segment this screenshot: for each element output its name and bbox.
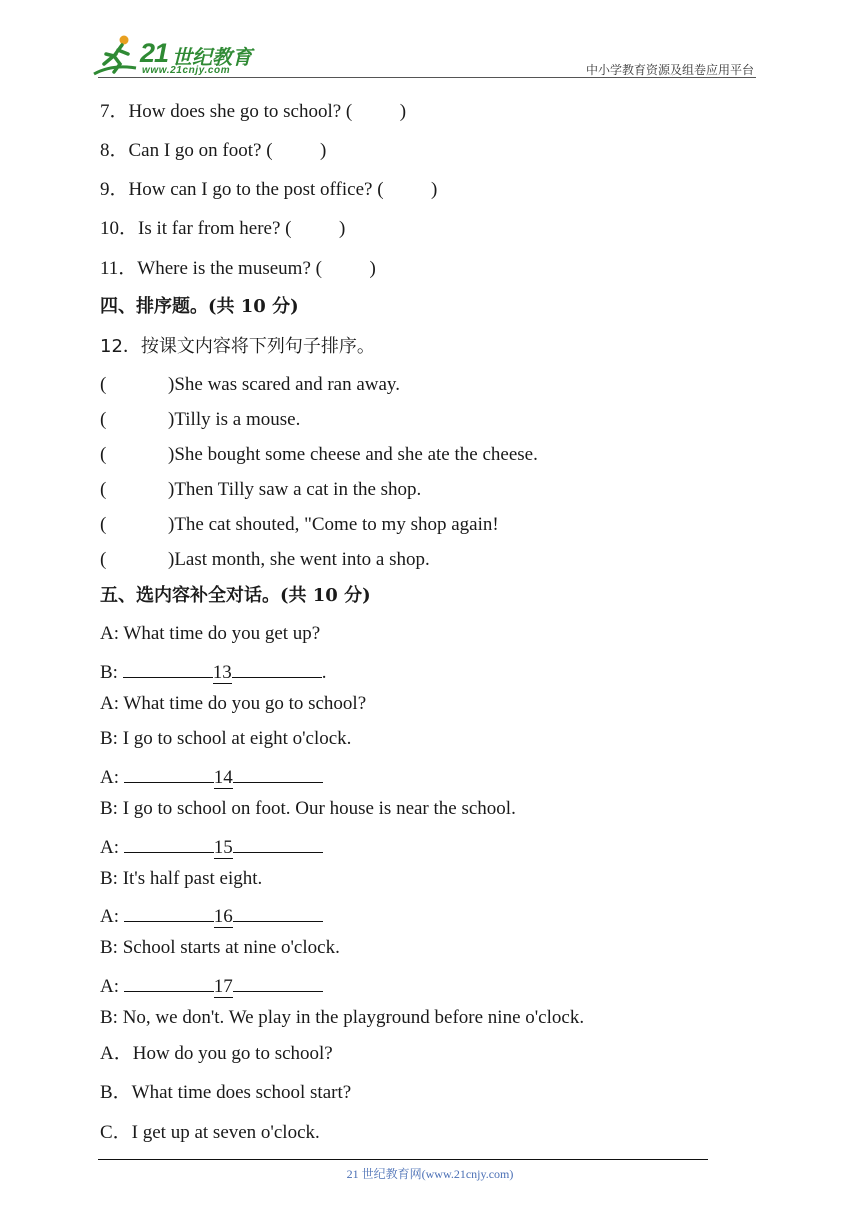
ordering-item xyxy=(100,373,400,397)
speaker: B: xyxy=(100,728,118,749)
ordering-item-text: )The cat shouted, "Come to my shop again! xyxy=(168,514,499,535)
speaker: B: xyxy=(100,662,118,683)
dialog-text: School starts at nine o'clock. xyxy=(117,937,340,958)
answer-blank-left[interactable] xyxy=(124,762,214,783)
dialog-text: I go to school on foot. Our house is near the school. xyxy=(117,798,516,819)
speaker: B: xyxy=(100,1007,118,1028)
answer-blank-right[interactable] xyxy=(232,657,322,678)
ordering-item xyxy=(100,548,430,572)
question-8: 8．Can I go on foot? ( ) xyxy=(100,140,327,161)
question-7: 7．How does she go to school? ( ) xyxy=(100,101,407,122)
ordering-item-text: )Tilly is a mouse. xyxy=(168,409,301,430)
ordering-item-text: )Then Tilly saw a cat in the shop. xyxy=(168,479,422,500)
answer-blank-right[interactable] xyxy=(233,901,323,922)
logo-text-cn: 世纪教育 xyxy=(172,45,252,69)
paren-open: ( xyxy=(100,374,107,395)
ordering-item-text: )Last month, she went into a shop. xyxy=(168,549,430,570)
page-header xyxy=(0,0,860,84)
option-c: C．I get up at seven o'clock. xyxy=(100,1122,320,1143)
answer-blank-right[interactable] xyxy=(233,832,323,853)
dialog-suffix: . xyxy=(321,662,327,683)
answer-blank-left[interactable] xyxy=(123,657,213,678)
answer-blank-left[interactable] xyxy=(124,901,214,922)
speaker: A: xyxy=(100,767,119,788)
dialog-text: What time do you go to school? xyxy=(119,693,367,714)
dialog-text: I go to school at eight o'clock. xyxy=(117,728,352,749)
header-platform-text: 中小学教育资源及组卷应用平台 xyxy=(585,63,754,77)
section-4-heading: 四、排序题。(共 10 分) xyxy=(100,296,299,317)
paren-open: ( xyxy=(100,444,107,465)
option-a: A．How do you go to school? xyxy=(100,1043,333,1064)
speaker: A: xyxy=(100,976,119,997)
paren-open: ( xyxy=(100,549,107,570)
dialog-text: It's half past eight. xyxy=(117,868,263,889)
option-b: B．What time does school start? xyxy=(100,1082,352,1103)
paren-open: ( xyxy=(100,409,107,430)
section-5-heading: 五、选内容补全对话。(共 10 分) xyxy=(100,585,371,606)
answer-blank-right[interactable] xyxy=(233,971,323,992)
question-12-instruction xyxy=(100,335,375,359)
paren-open: ( xyxy=(100,514,107,535)
ordering-item xyxy=(100,513,499,537)
dialog-line xyxy=(100,971,323,999)
instruction-text: 12．按课文内容将下列句子排序。 xyxy=(100,336,375,357)
blank-number: 16 xyxy=(213,906,233,927)
logo-url: www.21cnjy.com xyxy=(142,65,231,76)
dialog-line xyxy=(100,692,366,716)
dialog-line xyxy=(100,762,323,790)
speaker: B: xyxy=(100,798,118,819)
site-logo xyxy=(92,34,262,78)
speaker: A: xyxy=(100,906,119,927)
dialog-line xyxy=(100,797,516,821)
dialog-line xyxy=(100,867,262,891)
dialog-line xyxy=(100,1006,584,1030)
question-11: 11．Where is the museum? ( ) xyxy=(100,258,376,279)
ordering-item-text: )She was scared and ran away. xyxy=(168,374,400,395)
blank-number: 14 xyxy=(213,767,233,788)
answer-blank-left[interactable] xyxy=(124,971,214,992)
speaker: A: xyxy=(100,693,119,714)
answer-blank-left[interactable] xyxy=(124,832,214,853)
ordering-item-text: )She bought some cheese and she ate the cheese. xyxy=(168,444,538,465)
speaker: B: xyxy=(100,868,118,889)
runner-logo-icon xyxy=(92,34,144,78)
question-10: 10．Is it far from here? ( ) xyxy=(100,218,346,239)
question-9: 9．How can I go to the post office? ( ) xyxy=(100,179,438,200)
dialog-line xyxy=(100,901,323,929)
footer-divider xyxy=(98,1159,708,1160)
speaker: A: xyxy=(100,837,119,858)
blank-number: 13 xyxy=(212,662,232,683)
answer-blank-right[interactable] xyxy=(233,762,323,783)
dialog-text: No, we don't. We play in the playground before nine o'clock. xyxy=(117,1007,585,1028)
ordering-item xyxy=(100,408,301,432)
speaker: A: xyxy=(100,623,119,644)
blank-number: 17 xyxy=(213,976,233,997)
dialog-line xyxy=(100,727,351,751)
dialog-line xyxy=(100,657,326,685)
blank-number: 15 xyxy=(213,837,233,858)
dialog-text: What time do you get up? xyxy=(119,623,321,644)
ordering-item xyxy=(100,478,422,502)
logo-text-21: 21 xyxy=(140,38,169,68)
dialog-line xyxy=(100,622,320,646)
paren-open: ( xyxy=(100,479,107,500)
dialog-line xyxy=(100,936,340,960)
speaker: B: xyxy=(100,937,118,958)
header-divider xyxy=(98,77,756,78)
ordering-item xyxy=(100,443,538,467)
dialog-line xyxy=(100,832,323,860)
footer-link[interactable]: 21 世纪教育网(www.21cnjy.com) xyxy=(346,1167,514,1181)
